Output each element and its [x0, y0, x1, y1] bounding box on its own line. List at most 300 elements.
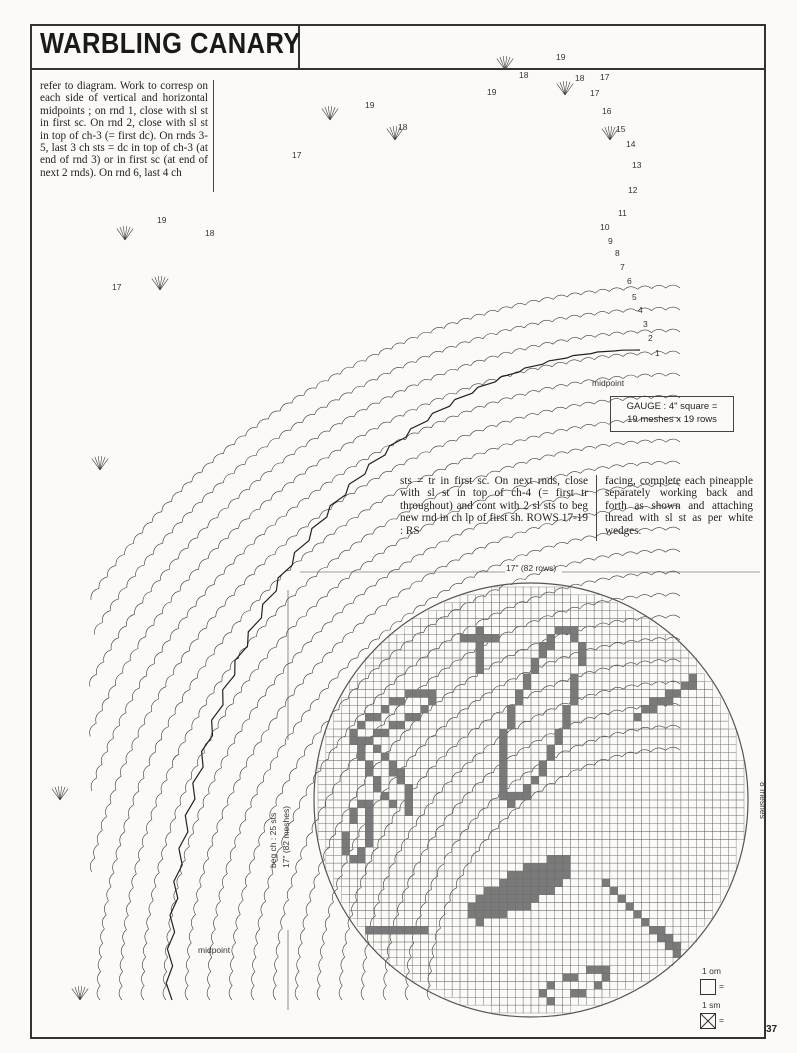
filet-mesh-cell	[492, 839, 500, 847]
chain-loop	[299, 795, 306, 808]
chain-loop	[233, 692, 241, 704]
filet-mesh-cell	[397, 634, 405, 642]
filet-mesh-cell	[634, 737, 642, 745]
filet-mesh-cell	[484, 658, 492, 666]
filet-mesh-cell	[657, 690, 665, 698]
filet-mesh-cell	[649, 879, 657, 887]
filet-mesh-cell	[421, 863, 429, 871]
filet-mesh-cell	[365, 753, 373, 761]
chain-loop	[268, 874, 273, 888]
filet-mesh-cell	[728, 776, 736, 784]
filet-mesh-cell	[602, 887, 610, 895]
filet-mesh-cell	[484, 887, 492, 895]
filet-mesh-cell	[705, 903, 713, 911]
filet-mesh-cell	[736, 784, 744, 792]
filet-mesh-cell	[712, 887, 720, 895]
chain-loop	[483, 334, 497, 339]
filet-mesh-cell	[381, 918, 389, 926]
filet-mesh-cell	[547, 626, 555, 634]
filet-mesh-cell	[563, 800, 571, 808]
filet-mesh-cell	[634, 816, 642, 824]
filet-mesh-cell	[649, 784, 657, 792]
filet-mesh-cell	[602, 934, 610, 942]
filet-mesh-cell	[357, 816, 365, 824]
filet-mesh-cell	[563, 713, 571, 721]
filet-mesh-cell	[421, 713, 429, 721]
filet-mesh-cell	[444, 981, 452, 989]
filet-mesh-cell	[610, 942, 618, 950]
chain-loop	[208, 958, 212, 972]
chain-loop	[245, 807, 251, 820]
filet-mesh-cell	[681, 666, 689, 674]
chain-loop	[352, 386, 365, 393]
filet-mesh-cell	[444, 958, 452, 966]
filet-mesh-cell	[539, 863, 547, 871]
filet-mesh-cell	[618, 847, 626, 855]
filet-mesh-cell	[342, 824, 350, 832]
filet-mesh-cell	[626, 958, 634, 966]
filet-mesh-cell	[444, 942, 452, 950]
filet-mesh-cell	[507, 729, 515, 737]
filet-mesh-cell	[681, 768, 689, 776]
filet-mesh-cell	[610, 784, 618, 792]
filet-mesh-cell	[673, 784, 681, 792]
filet-mesh-cell	[381, 895, 389, 903]
filet-mesh-cell	[373, 895, 381, 903]
filet-mesh-cell	[594, 713, 602, 721]
filet-mesh-cell	[365, 784, 373, 792]
filet-mesh-cell	[428, 792, 436, 800]
filet-mesh-cell	[476, 832, 484, 840]
chain-loop	[557, 751, 570, 758]
chain-loop	[471, 360, 485, 365]
filet-mesh-cell	[492, 974, 500, 982]
filet-mesh-cell	[460, 761, 468, 769]
filet-mesh-cell	[594, 824, 602, 832]
chain-loop	[320, 482, 332, 490]
filet-mesh-cell	[712, 808, 720, 816]
filet-mesh-cell	[389, 745, 397, 753]
filet-mesh-cell	[397, 926, 405, 934]
chain-loop	[638, 639, 652, 643]
filet-mesh-cell	[357, 863, 365, 871]
filet-mesh-cell	[515, 690, 523, 698]
filet-mesh-cell	[436, 682, 444, 690]
filet-mesh-cell	[413, 926, 421, 934]
filet-mesh-cell	[523, 587, 531, 595]
chain-loop	[214, 574, 224, 585]
filet-mesh-cell	[499, 642, 507, 650]
filet-mesh-cell	[586, 792, 594, 800]
chain-loop	[555, 657, 568, 663]
filet-mesh-cell	[452, 642, 460, 650]
chain-loop	[405, 986, 408, 1000]
filet-mesh-cell	[515, 824, 523, 832]
filet-mesh-cell	[318, 768, 326, 776]
filet-mesh-cell	[563, 863, 571, 871]
filet-mesh-cell	[350, 863, 358, 871]
chain-loop	[207, 617, 216, 628]
filet-mesh-cell	[436, 832, 444, 840]
filet-mesh-cell	[468, 895, 476, 903]
gauge-line-1: GAUGE : 4" square =	[626, 401, 718, 412]
filet-mesh-cell	[444, 784, 452, 792]
filet-mesh-cell	[476, 697, 484, 705]
filet-mesh-cell	[507, 926, 515, 934]
chain-loop	[416, 657, 427, 666]
filet-mesh-cell	[665, 879, 673, 887]
round-number: 4	[638, 305, 643, 315]
filet-mesh-cell	[357, 768, 365, 776]
chain-loop	[596, 444, 610, 448]
chain-loop	[445, 463, 458, 469]
filet-mesh-cell	[428, 776, 436, 784]
chain-loop	[249, 859, 254, 873]
filet-mesh-cell	[531, 634, 539, 642]
filet-mesh-cell	[342, 816, 350, 824]
chain-loop	[254, 742, 262, 754]
filet-mesh-cell	[515, 634, 523, 642]
filet-mesh-cell	[531, 950, 539, 958]
filet-mesh-cell	[563, 784, 571, 792]
chain-loop	[402, 888, 408, 902]
filet-mesh-cell	[428, 634, 436, 642]
chain-loop	[269, 718, 277, 730]
chain-loop	[444, 852, 452, 864]
filet-mesh-cell	[641, 658, 649, 666]
filet-mesh-cell	[649, 761, 657, 769]
chain-loop	[124, 818, 129, 832]
filet-side-label: 8 meshes	[758, 782, 768, 819]
chain-loop	[250, 600, 260, 610]
filet-mesh-cell	[499, 981, 507, 989]
filet-mesh-cell	[570, 847, 578, 855]
filet-mesh-cell	[523, 690, 531, 698]
filet-mesh-cell	[523, 800, 531, 808]
filet-mesh-cell	[373, 737, 381, 745]
filet-mesh-cell	[634, 974, 642, 982]
filet-mesh-cell	[641, 958, 649, 966]
chain-loop	[95, 623, 103, 635]
filet-mesh-cell	[436, 966, 444, 974]
filet-mesh-cell	[673, 824, 681, 832]
chain-loop	[239, 900, 244, 914]
chain-loop	[109, 873, 114, 887]
round-number: 2	[648, 333, 653, 343]
filet-mesh-cell	[507, 910, 515, 918]
filet-mesh-cell	[350, 784, 358, 792]
filet-mesh-cell	[563, 887, 571, 895]
filet-mesh-cell	[681, 784, 689, 792]
chain-loop	[498, 490, 512, 496]
filet-mesh-cell	[602, 682, 610, 690]
filet-mesh-cell	[460, 879, 468, 887]
filet-mesh-cell	[681, 697, 689, 705]
filet-mesh-cell	[547, 1005, 555, 1013]
filet-mesh-cell	[460, 887, 468, 895]
filet-mesh-cell	[618, 626, 626, 634]
filet-mesh-cell	[507, 942, 515, 950]
filet-mesh-cell	[712, 697, 720, 705]
chain-loop	[161, 727, 168, 740]
chain-loop	[500, 466, 514, 472]
filet-mesh-cell	[641, 910, 649, 918]
chain-loop	[329, 450, 341, 458]
filet-mesh-cell	[720, 863, 728, 871]
filet-mesh-cell	[460, 776, 468, 784]
filet-mesh-cell	[381, 816, 389, 824]
filet-mesh-cell	[563, 974, 571, 982]
filet-mesh-cell	[397, 855, 405, 863]
filet-mesh-cell	[681, 705, 689, 713]
filet-mesh-cell	[357, 847, 365, 855]
chain-loop	[610, 643, 624, 647]
chain-loop	[554, 452, 568, 457]
filet-mesh-cell	[452, 974, 460, 982]
filet-mesh-cell	[515, 611, 523, 619]
filet-mesh-cell	[626, 847, 634, 855]
chain-loop	[472, 782, 483, 792]
chain-loop	[609, 465, 623, 469]
filet-mesh-cell	[365, 903, 373, 911]
filet-mesh-cell	[373, 666, 381, 674]
filet-mesh-cell	[507, 595, 515, 603]
chain-loop	[409, 826, 417, 838]
filet-mesh-cell	[452, 784, 460, 792]
filet-mesh-cell	[444, 887, 452, 895]
chain-loop	[266, 684, 275, 695]
filet-mesh-cell	[515, 729, 523, 737]
filet-mesh-cell	[460, 642, 468, 650]
filet-mesh-cell	[373, 926, 381, 934]
filet-mesh-cell	[484, 871, 492, 879]
filet-mesh-cell	[728, 737, 736, 745]
filet-mesh-cell	[468, 666, 476, 674]
filet-mesh-cell	[397, 839, 405, 847]
chain-loop	[539, 298, 553, 302]
chain-loop	[468, 728, 479, 737]
filet-mesh-cell	[468, 800, 476, 808]
filet-mesh-cell	[452, 761, 460, 769]
filet-mesh-cell	[499, 753, 507, 761]
filet-mesh-cell	[594, 832, 602, 840]
chain-loop	[208, 972, 211, 986]
filet-mesh-cell	[468, 611, 476, 619]
filet-mesh-cell	[389, 721, 397, 729]
chain-loop	[142, 957, 145, 971]
chain-loop	[128, 805, 134, 819]
filet-mesh-cell	[712, 776, 720, 784]
chain-loop	[138, 724, 145, 737]
chain-loop	[278, 928, 282, 942]
round-number: 12	[628, 185, 638, 195]
filet-mesh-cell	[413, 966, 421, 974]
chain-loop	[109, 685, 116, 698]
chain-loop	[306, 439, 318, 447]
filet-mesh-cell	[720, 784, 728, 792]
filet-mesh-cell	[492, 642, 500, 650]
filet-mesh-cell	[586, 816, 594, 824]
filet-mesh-cell	[499, 989, 507, 997]
filet-mesh-cell	[389, 824, 397, 832]
chain-loop	[146, 820, 152, 834]
filet-mesh-cell	[641, 784, 649, 792]
filet-mesh-cell	[492, 753, 500, 761]
filet-mesh-cell	[350, 761, 358, 769]
chain-loop	[296, 972, 299, 986]
filet-mesh-cell	[460, 658, 468, 666]
filet-mesh-cell	[507, 705, 515, 713]
filet-mesh-cell	[578, 895, 586, 903]
filet-mesh-cell	[492, 910, 500, 918]
filet-mesh-cell	[547, 595, 555, 603]
filet-mesh-cell	[413, 958, 421, 966]
filet-mesh-cell	[507, 997, 515, 1005]
filet-mesh-cell	[610, 887, 618, 895]
filet-mesh-cell	[539, 642, 547, 650]
filet-mesh-cell	[681, 855, 689, 863]
chain-loop	[319, 688, 328, 699]
filet-mesh-cell	[492, 1005, 500, 1013]
filet-mesh-cell	[444, 903, 452, 911]
chain-loop	[485, 402, 499, 407]
filet-mesh-cell	[468, 871, 476, 879]
filet-mesh-cell	[515, 966, 523, 974]
filet-mesh-cell	[523, 974, 531, 982]
filet-mesh-cell	[531, 966, 539, 974]
chain-loop	[96, 711, 103, 724]
filet-mesh-cell	[665, 674, 673, 682]
chain-loop	[566, 315, 580, 319]
filet-mesh-cell	[444, 776, 452, 784]
round-number: 3	[643, 319, 648, 329]
chain-loop	[270, 580, 280, 590]
chain-loop	[124, 916, 128, 930]
chain-loop	[624, 441, 638, 445]
filet-mesh-cell	[570, 634, 578, 642]
chain-loop	[568, 494, 582, 499]
filet-mesh-cell	[436, 650, 444, 658]
filet-mesh-cell	[444, 824, 452, 832]
filet-mesh-cell	[634, 792, 642, 800]
chain-loop	[425, 598, 437, 606]
chain-loop	[170, 629, 178, 641]
chain-loop	[539, 478, 553, 483]
filet-mesh-cell	[531, 674, 539, 682]
filet-mesh-cell	[586, 634, 594, 642]
filet-mesh-cell	[381, 753, 389, 761]
chain-loop	[330, 424, 342, 432]
filet-mesh-cell	[452, 674, 460, 682]
filet-mesh-cell	[381, 910, 389, 918]
chain-loop	[553, 295, 567, 299]
filet-mesh-cell	[421, 926, 429, 934]
filet-mesh-cell	[531, 666, 539, 674]
filet-mesh-cell	[697, 690, 705, 698]
filet-mesh-cell	[428, 926, 436, 934]
filet-mesh-cell	[428, 879, 436, 887]
filet-mesh-cell	[373, 824, 381, 832]
filet-mesh-cell	[578, 658, 586, 666]
filet-mesh-cell	[618, 808, 626, 816]
chain-loop	[397, 512, 409, 519]
filet-mesh-cell	[594, 981, 602, 989]
chain-loop	[666, 395, 680, 398]
filet-mesh-cell	[468, 816, 476, 824]
filet-mesh-cell	[452, 918, 460, 926]
chain-loop	[235, 436, 246, 445]
filet-mesh-cell	[649, 966, 657, 974]
filet-mesh-cell	[602, 768, 610, 776]
chain-loop	[305, 466, 317, 474]
filet-mesh-cell	[563, 737, 571, 745]
filet-mesh-cell	[618, 871, 626, 879]
chain-loop	[539, 433, 553, 438]
chain-loop	[458, 458, 471, 464]
chain-loop	[169, 559, 178, 570]
filet-mesh-cell	[413, 713, 421, 721]
chain-loop	[433, 518, 446, 525]
filet-mesh-cell	[618, 824, 626, 832]
marker-number: 19	[487, 87, 497, 97]
filet-mesh-cell	[365, 839, 373, 847]
chain-loop	[497, 330, 511, 335]
filet-mesh-cell	[681, 895, 689, 903]
chain-loop	[202, 463, 213, 472]
filet-mesh-cell	[618, 926, 626, 934]
filet-mesh-cell	[618, 816, 626, 824]
filet-mesh-cell	[697, 918, 705, 926]
chain-loop	[293, 721, 301, 733]
chain-loop	[609, 421, 623, 425]
filet-mesh-cell	[515, 658, 523, 666]
chain-loop	[244, 574, 254, 584]
filet-mesh-cell	[728, 729, 736, 737]
filet-mesh-cell	[649, 863, 657, 871]
chain-loop	[389, 777, 398, 788]
filet-mesh-cell	[326, 737, 334, 745]
filet-mesh-cell	[468, 847, 476, 855]
filet-mesh-cell	[326, 832, 334, 840]
filet-mesh-cell	[657, 729, 665, 737]
filet-mesh-cell	[634, 926, 642, 934]
filet-mesh-cell	[610, 603, 618, 611]
chain-loop	[265, 555, 276, 565]
filet-mesh-cell	[523, 855, 531, 863]
chain-loop	[581, 536, 595, 541]
chain-loop	[525, 482, 539, 487]
filet-mesh-cell	[405, 792, 413, 800]
filet-mesh-cell	[381, 887, 389, 895]
filet-mesh-cell	[665, 729, 673, 737]
filet-mesh-cell	[476, 966, 484, 974]
chain-loop	[222, 670, 230, 682]
chain-loop	[486, 590, 499, 597]
filet-mesh-cell	[728, 832, 736, 840]
filet-mesh-cell	[602, 863, 610, 871]
filet-mesh-cell	[570, 832, 578, 840]
chain-loop	[154, 613, 163, 625]
chain-loop	[390, 621, 401, 630]
filet-mesh-cell	[365, 816, 373, 824]
marker-number: 17	[112, 282, 122, 292]
filet-mesh-cell	[570, 855, 578, 863]
filet-mesh-cell	[342, 895, 350, 903]
filet-mesh-cell	[570, 997, 578, 1005]
filet-mesh-cell	[389, 903, 397, 911]
filet-mesh-cell	[397, 745, 405, 753]
filet-mesh-cell	[413, 619, 421, 627]
